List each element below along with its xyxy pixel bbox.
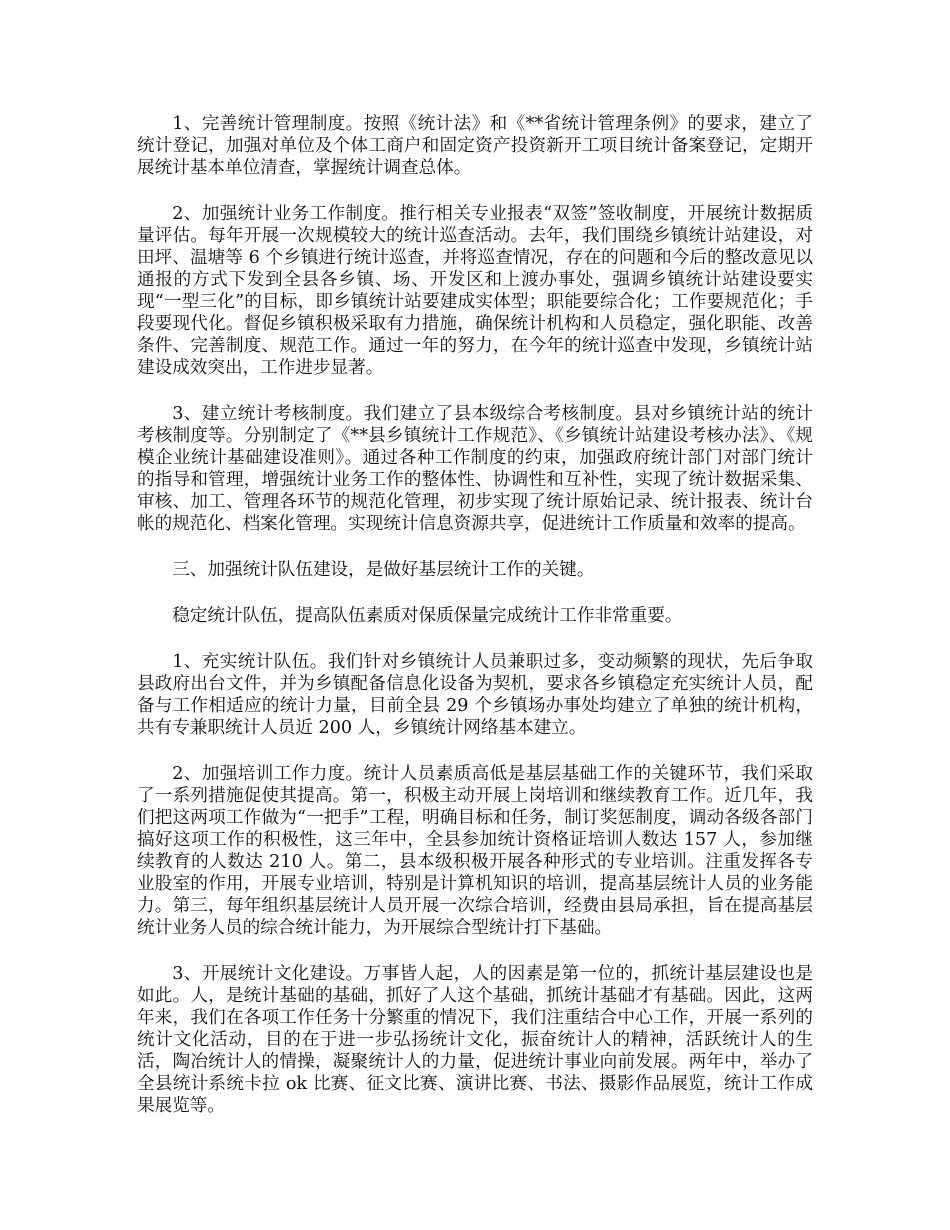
paragraph-training: 2、加强培训工作力度。统计人员素质高低是基层基础工作的关键环节，我们采取了一系列措施促使其提高。第一，积极主动开展上岗培训和继续教育工作。近几年，我们把这两项工作做为“一把手”工程，明确目标和任务，制订奖惩制度，调动各级各部门搞好这项工作的积极性，这三年中，全县参加统计资格证培训人数达 157 人，参加继续教育的人数达 210 人。第二，县本级积极开展各种形式的专业培训。注重发挥各专业股室的作用，开展专业培训，特别是计算机知识的培训，提高基层统计人员的业务能力。第三，每年组织基层统计人员开展一次综合培训，经费由县局承担，旨在提高基层统计业务人员的综合统计能力，为开展综合型统计打下基础。 [137, 764, 813, 938]
section-heading-team-building: 三、加强统计队伍建设，是做好基层统计工作的关键。 [172, 560, 595, 580]
paragraph-system-management: 1、完善统计管理制度。按照《统计法》和《**省统计管理条例》的要求，建立了统计登记，加强对单位及个体工商户和固定资产投资新开工项目统计备案登记，定期开展统计基本单位清查，掌握统计调查总体。 [137, 114, 813, 178]
paragraph-assessment-system: 3、建立统计考核制度。我们建立了县本级综合考核制度。县对乡镇统计站的统计考核制度等。分别制定了《**县乡镇统计工作规范》、《乡镇统计站建设考核办法》、《规模企业统计基础建设准则》。通过各种工作制度的约束，加强政府统计部门对部门统计的指导和管理，增强统计业务工作的整体性、协调性和互补性，实现了统计数据采集、审核、加工、管理各环节的规范化管理，初步实现了统计原始记录、统计报表、统计台帐的规范化、档案化管理。实现统计信息资源共享，促进统计工作质量和效率的提高。 [137, 404, 813, 534]
document-body [137, 113, 813, 1141]
paragraph-culture-building: 3、开展统计文化建设。万事皆人起，人的因素是第一位的，抓统计基层建设也是如此。人，是统计基础的基础，抓好了人这个基础，抓统计基础才有基础。因此，这两年来，我们在各项工作任务十分繁重的情况下，我们注重结合中心工作，开展一系列的统计文化活动，目的在于进一步弘扬统计文化，振奋统计人的精神，活跃统计人的生活，陶冶统计人的情操，凝聚统计人的力量，促进统计事业向前发展。两年中，举办了全县统计系统卡拉 ok 比赛、征文比赛、演讲比赛、书法、摄影作品展览，统计工作成果展览等。 [137, 964, 813, 1116]
paragraph-team-stability: 稳定统计队伍，提高队伍素质对保质保量完成统计工作非常重要。 [172, 606, 683, 626]
paragraph-business-system: 2、加强统计业务工作制度。推行相关专业报表“双签”签收制度，开展统计数据质量评估。每年开展一次规模较大的统计巡查活动。去年，我们围绕乡镇统计站建设，对田坪、温塘等 6 个乡镇进行统计巡查，并将巡查情况，存在的问题和今后的整改意见以通报的方式下发到全县各乡镇、场、开发区和上渡办事处，强调乡镇统计站建设要实现“一型三化”的目标，即乡镇统计站要建成实体型；职能要综合化；工作要规范化；手段要现代化。督促乡镇积极采取有力措施，确保统计机构和人员稳定，强化职能、改善条件、完善制度、规范工作。通过一年的努力，在今年的统计巡查中发现，乡镇统计站建设成效突出，工作进步显著。 [137, 204, 813, 378]
paragraph-enrich-team: 1、充实统计队伍。我们针对乡镇统计人员兼职过多，变动频繁的现状，先后争取县政府出台文件，并为乡镇配备信息化设备为契机，要求各乡镇稳定充实统计人员，配备与工作相适应的统计力量，目前全县 29 个乡镇场办事处均建立了单独的统计机构，共有专兼职统计人员近 200 人，乡镇统计网络基本建立。 [137, 652, 813, 738]
